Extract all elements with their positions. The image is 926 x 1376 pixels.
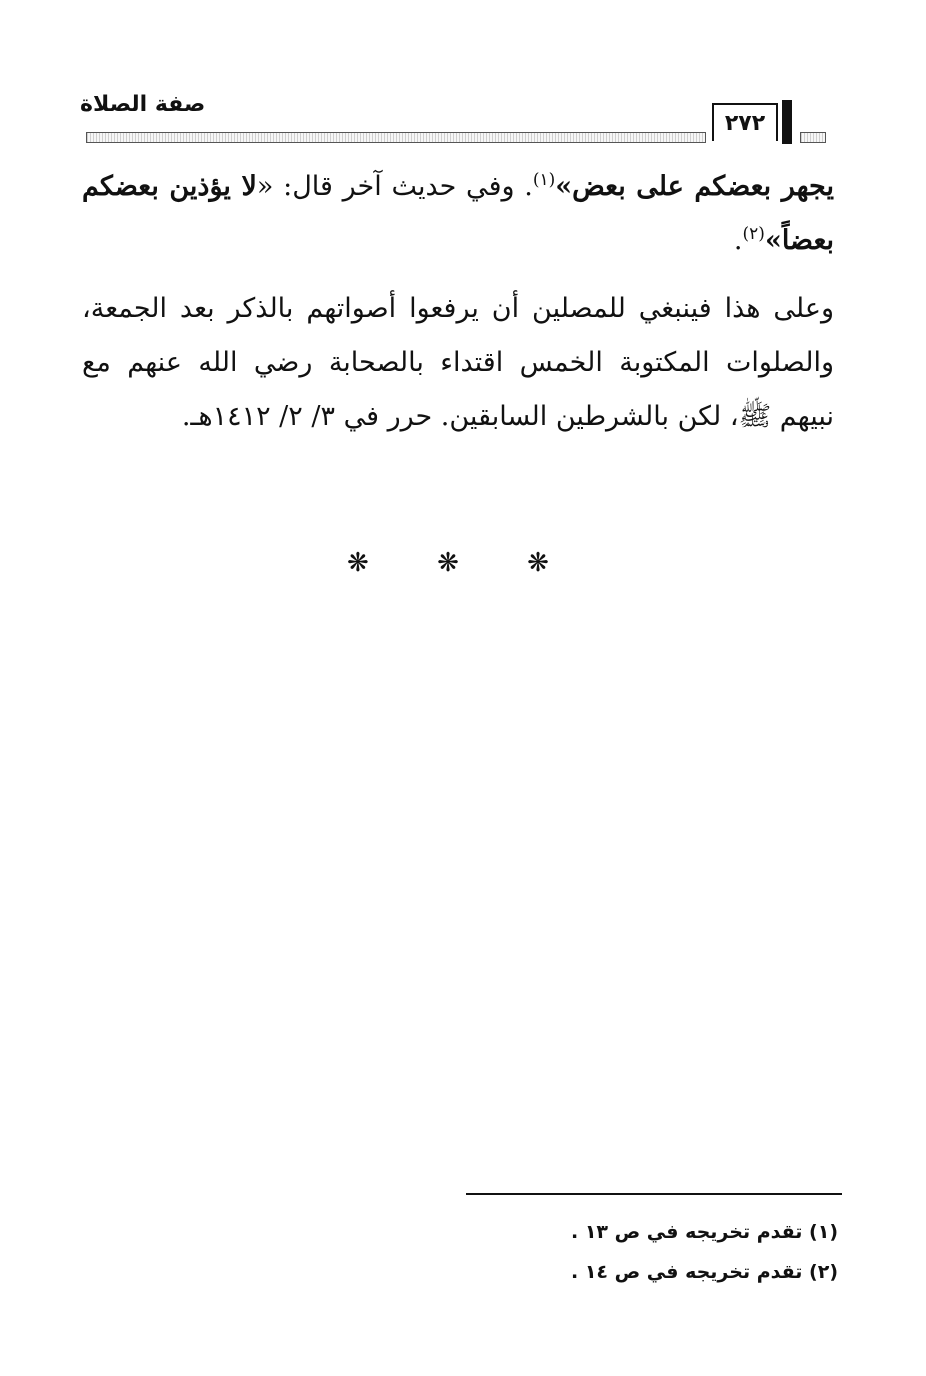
footnote-1: (١) تقدم تخريجه في ص ١٣ . [570, 1221, 838, 1243]
footnote-ref-2: (٢) [742, 224, 765, 244]
header-decorative-rule [86, 132, 706, 143]
quote-text: لا يؤذين بعضكم بعضاً» [82, 171, 834, 256]
footnote-divider [466, 1193, 842, 1195]
header-decorative-rule-end [800, 132, 826, 143]
paragraph-2: وعلى هذا فينبغي للمصلين أن يرفعوا أصواتهم بالذكر بعد الجمعة، والصلوات المكتوبة الخمس اقتداء بالصحابة رضي الله عنهم مع نبيهم ﷺ، لكن بالشرطين السابقين. حرر في ٣/ ٢/ ١٤١٢هـ. [82, 293, 834, 432]
page-number: ٢٧٢ [712, 103, 778, 141]
paragraph-text: . [733, 225, 743, 256]
main-text [82, 160, 834, 444]
paragraph-1 [82, 160, 834, 268]
footnote-2: (٢) تقدم تخريجه في ص ١٤ . [570, 1261, 838, 1283]
section-separator: ❋ ❋ ❋ [347, 548, 579, 578]
footnote-ref-1: (١) [532, 170, 556, 190]
footnotes [466, 1212, 838, 1292]
page-header [0, 0, 926, 160]
paragraph-text: . وفي حديث آخر قال: « [256, 171, 533, 202]
quote-text: يجهر بعضكم على بعض» [555, 171, 834, 202]
book-title: صفة الصلاة [80, 92, 206, 117]
page-number-bar [782, 100, 792, 144]
